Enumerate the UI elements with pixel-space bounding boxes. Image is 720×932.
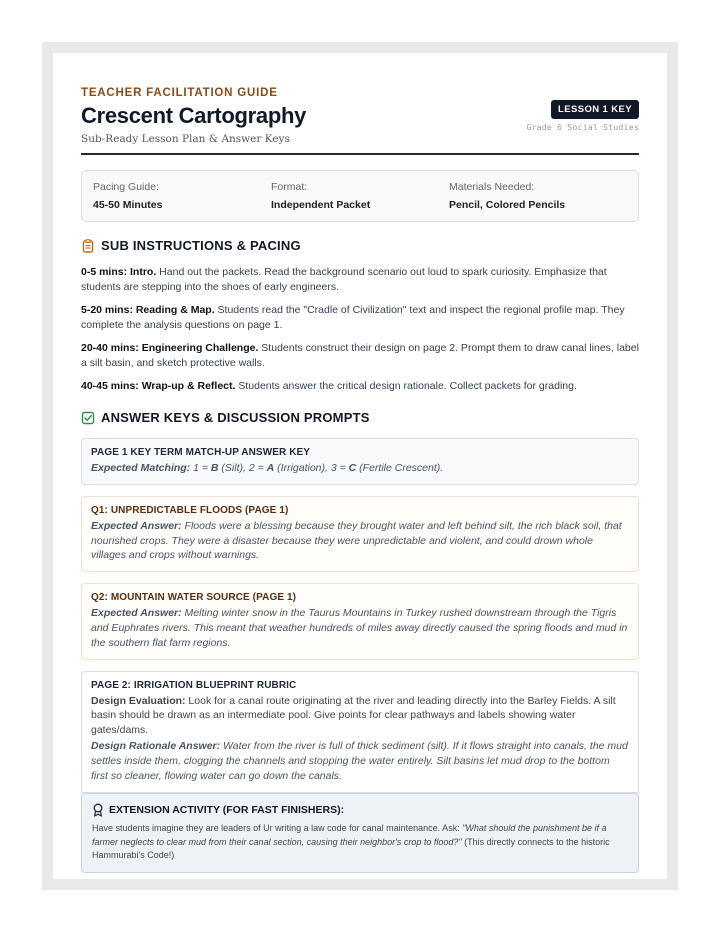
section-title: ANSWER KEYS & DISCUSSION PROMPTS xyxy=(101,410,370,425)
extension-text xyxy=(92,822,629,863)
meta-materials xyxy=(449,181,627,211)
extension-tail: (This directly connects to the historic Hammurabi's Code!) xyxy=(92,836,610,861)
pacing-item xyxy=(81,303,639,333)
pacing-text: Hand out the packets. Read the background scenario out loud to spark curiosity. Emphasize that students are stepping into the shoes of early engineers. xyxy=(81,266,607,293)
document-sheet xyxy=(53,53,667,879)
pacing-text: Students answer the critical design rationale. Collect packets for grading. xyxy=(235,380,577,392)
pacing-lead: 5-20 mins: Reading & Map. xyxy=(81,304,215,316)
pacing-lead: 20-40 mins: Engineering Challenge. xyxy=(81,342,259,354)
meta-label: Format: xyxy=(271,181,308,193)
rubric-text: Look for a canal route originating at the river and leading directly into the Barley Fields. A silt basin should be drawn as an intermediate pool. Give points for clear pathways and labels showing water gates/dams. xyxy=(91,694,616,737)
meta-value: Pencil, Colored Pencils xyxy=(449,199,566,211)
pacing-text: Students construct their design on page 2. Prompt them to draw canal lines, label a silt basin, and sketch protective walls. xyxy=(81,342,639,369)
answer-lead: Expected Matching: xyxy=(91,462,191,474)
header-left xyxy=(81,87,306,145)
q1-card xyxy=(81,496,639,572)
extension-body: Have students imagine they are leaders of Ur writing a law code for canal maintenance. Ask: xyxy=(92,823,463,834)
checkbox-icon xyxy=(81,411,95,425)
rubric-rationale xyxy=(91,739,629,783)
card-text xyxy=(91,606,629,650)
meta-label: Materials Needed: xyxy=(449,181,535,193)
card-title: PAGE 1 KEY TERM MATCH-UP ANSWER KEY xyxy=(91,447,311,458)
rubric-card xyxy=(81,671,639,794)
eyebrow-label: TEACHER FACILITATION GUIDE xyxy=(81,87,278,99)
rubric-lead: Design Evaluation: xyxy=(91,694,186,707)
meta-value: Independent Packet xyxy=(271,199,371,211)
card-title: PAGE 2: IRRIGATION BLUEPRINT RUBRIC xyxy=(91,679,297,691)
lesson-badge: LESSON 1 KEY xyxy=(551,100,639,119)
meta-box xyxy=(81,170,639,222)
extension-title: EXTENSION ACTIVITY (FOR FAST FINISHERS): xyxy=(109,804,345,817)
match-up-card xyxy=(81,438,639,485)
answer-text: Floods were a blessing because they brought water and left behind silt, the rich black soil, that nourished crops. They were a disaster because they were unpredictable and violent, and could drown whole villages and crops without warnings. xyxy=(91,519,622,562)
ribbon-award-icon xyxy=(92,803,104,817)
grade-label: Grade 6 Social Studies xyxy=(526,123,639,132)
match-text: (Silt), 2 = xyxy=(218,462,267,474)
q2-card xyxy=(81,583,639,659)
pacing-text: Students read the "Cradle of Civilization" text and inspect the regional profile map. They complete the analysis questions on page 1. xyxy=(81,304,625,331)
meta-pacing xyxy=(93,181,271,211)
extension-activity-box xyxy=(81,793,639,873)
pacing-item xyxy=(81,379,639,394)
match-text: 1 = xyxy=(190,462,211,474)
clipboard-icon xyxy=(81,239,95,253)
rubric-text: Water from the river is full of thick sediment (silt). If it flows straight into canals, the mud settles inside them, clogging the channels and stopping the water entirely. Silt basins let mud drop to the bottom first so cleaner, flowing water can go down the canals. xyxy=(91,739,628,782)
match-text: (Irrigation), 3 = xyxy=(274,462,349,474)
sub-instructions-heading xyxy=(81,238,639,253)
extension-quote: "What should the punishment be if a farmer neglects to clear mud from their canal section, causing their neighbor's crop to flood?" xyxy=(92,823,607,847)
answer-text: Melting winter snow in the Taurus Mountains in Turkey rushed downstream through the Tigris and Euphrates rivers. This meant that weather hundreds of miles away directly caused the spring floods and mud in the southern flat farm regions. xyxy=(91,607,628,649)
card-text xyxy=(91,461,629,476)
card-title: Q2: MOUNTAIN WATER SOURCE (PAGE 1) xyxy=(91,592,297,604)
answer-lead: Expected Answer: xyxy=(91,607,182,620)
header-right xyxy=(526,87,639,132)
card-text xyxy=(91,519,629,563)
pacing-item xyxy=(81,265,639,295)
page-subtitle: Sub-Ready Lesson Plan & Answer Keys xyxy=(81,133,290,145)
meta-value: 45-50 Minutes xyxy=(93,199,163,211)
answer-lead: Expected Answer: xyxy=(91,519,182,532)
match-text: (Fertile Crescent). xyxy=(356,462,444,474)
pacing-list xyxy=(81,265,639,394)
page-title: Crescent Cartography xyxy=(81,103,307,128)
match-letter: A xyxy=(266,462,275,474)
pacing-item xyxy=(81,341,639,371)
meta-format xyxy=(271,181,449,211)
rubric-lead: Design Rationale Answer: xyxy=(91,739,221,752)
match-letter: C xyxy=(348,462,357,474)
match-letter: B xyxy=(210,462,219,474)
document-header xyxy=(81,87,639,155)
answer-keys-heading xyxy=(81,410,639,425)
extension-heading xyxy=(92,803,629,817)
pacing-lead: 0-5 mins: Intro. xyxy=(81,266,157,278)
section-title: SUB INSTRUCTIONS & PACING xyxy=(101,238,301,253)
card-title: Q1: UNPREDICTABLE FLOODS (PAGE 1) xyxy=(91,504,289,516)
meta-label: Pacing Guide: xyxy=(93,181,159,193)
pacing-lead: 40-45 mins: Wrap-up & Reflect. xyxy=(81,380,236,392)
rubric-evaluation xyxy=(91,694,629,738)
